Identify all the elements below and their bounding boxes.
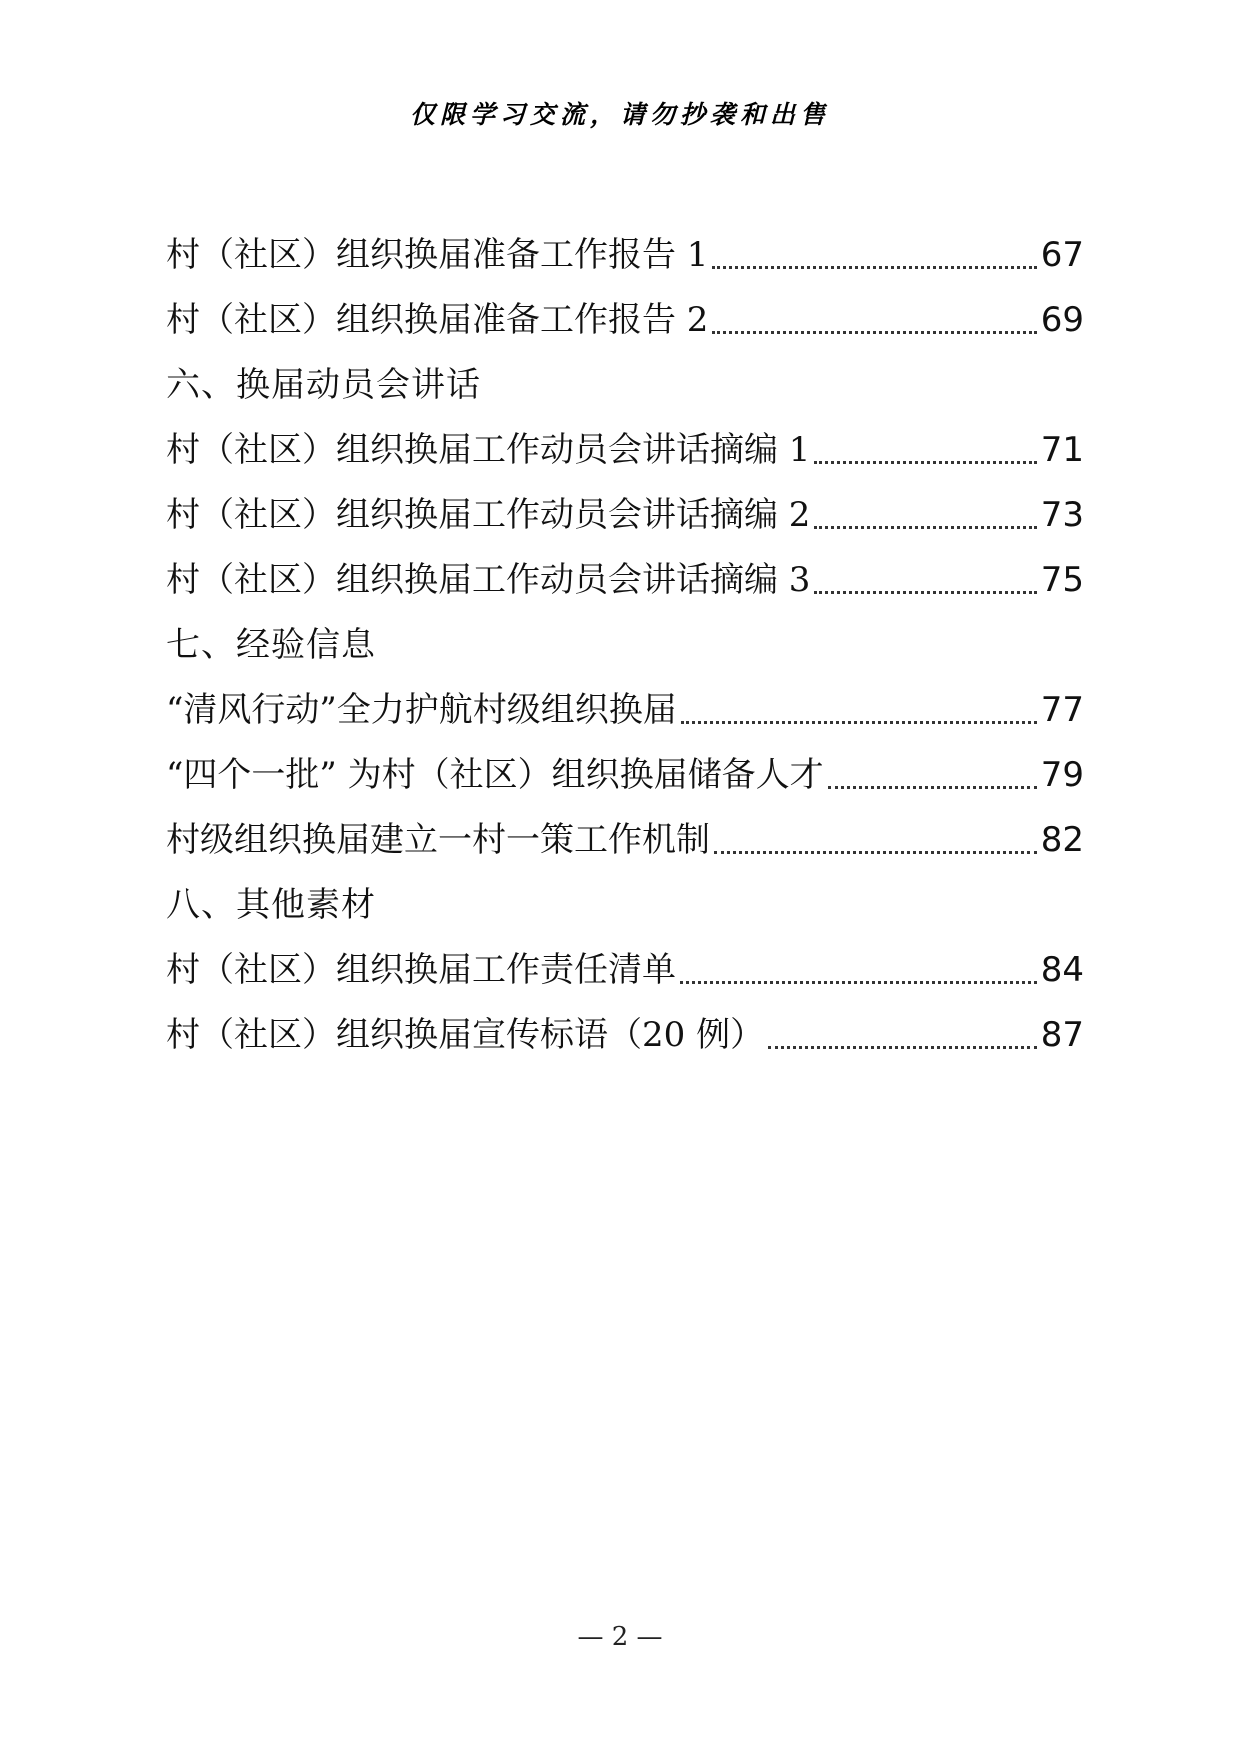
toc-entry-title: 村（社区）组织换届宣传标语（20 例） (166, 1014, 765, 1055)
toc-entry-title: 村（社区）组织换届工作责任清单 (166, 949, 676, 990)
toc-entry[interactable] (166, 1002, 1084, 1067)
toc-entry-page: 77 (1040, 689, 1084, 730)
toc-dot-leader (712, 266, 1036, 269)
toc-section-title: 八、其他素材 (166, 884, 376, 925)
toc-entry[interactable] (166, 482, 1084, 547)
toc-section-heading[interactable] (166, 872, 1084, 937)
toc-entry-page: 73 (1040, 494, 1084, 535)
toc-entry-page: 75 (1040, 559, 1084, 600)
toc-dot-leader (814, 526, 1036, 529)
toc-entry-title: “清风行动”全力护航村级组织换届 (166, 689, 677, 730)
toc-entry-page: 69 (1040, 299, 1084, 340)
toc-section-title: 六、换届动员会讲话 (166, 364, 481, 405)
toc-entry-page: 71 (1040, 429, 1084, 470)
toc-dot-leader (714, 851, 1037, 854)
toc-dot-leader (828, 786, 1037, 789)
toc-entry[interactable] (166, 677, 1084, 742)
toc-entry-title: 村（社区）组织换届工作动员会讲话摘编 1 (166, 429, 811, 470)
toc-entry-page: 67 (1040, 234, 1084, 275)
toc-section-heading[interactable] (166, 352, 1084, 417)
toc-entry-page: 87 (1040, 1014, 1084, 1055)
toc-entry-title: 村（社区）组织换届工作动员会讲话摘编 3 (166, 559, 811, 600)
toc-entry-page: 79 (1040, 754, 1084, 795)
toc-entry-title: 村（社区）组织换届准备工作报告 1 (166, 234, 709, 275)
page-header-notice: 仅限学习交流，请勿抄袭和出售 (409, 100, 830, 129)
toc-entry[interactable] (166, 222, 1084, 287)
toc-entry-title: 村级组织换届建立一村一策工作机制 (166, 819, 710, 860)
toc-entry-page: 82 (1040, 819, 1084, 860)
toc-entry-title: “四个一批” 为村（社区）组织换届储备人才 (166, 754, 824, 795)
toc-entry-title: 村（社区）组织换届准备工作报告 2 (166, 299, 709, 340)
toc-entry-page: 84 (1040, 949, 1084, 990)
toc-dot-leader (712, 331, 1036, 334)
toc-section-heading[interactable] (166, 612, 1084, 677)
toc-entry[interactable] (166, 937, 1084, 1002)
toc-dot-leader (814, 461, 1036, 464)
toc-dot-leader (680, 981, 1037, 984)
toc-entry[interactable] (166, 742, 1084, 807)
toc-entry-title: 村（社区）组织换届工作动员会讲话摘编 2 (166, 494, 811, 535)
table-of-contents (166, 222, 1084, 1067)
page-number: — 2 — (577, 1622, 663, 1652)
toc-dot-leader (768, 1046, 1037, 1049)
toc-section-title: 七、经验信息 (166, 624, 376, 665)
toc-dot-leader (681, 721, 1037, 724)
toc-entry[interactable] (166, 807, 1084, 872)
toc-entry[interactable] (166, 547, 1084, 612)
toc-entry[interactable] (166, 287, 1084, 352)
toc-entry[interactable] (166, 417, 1084, 482)
toc-dot-leader (814, 591, 1036, 594)
